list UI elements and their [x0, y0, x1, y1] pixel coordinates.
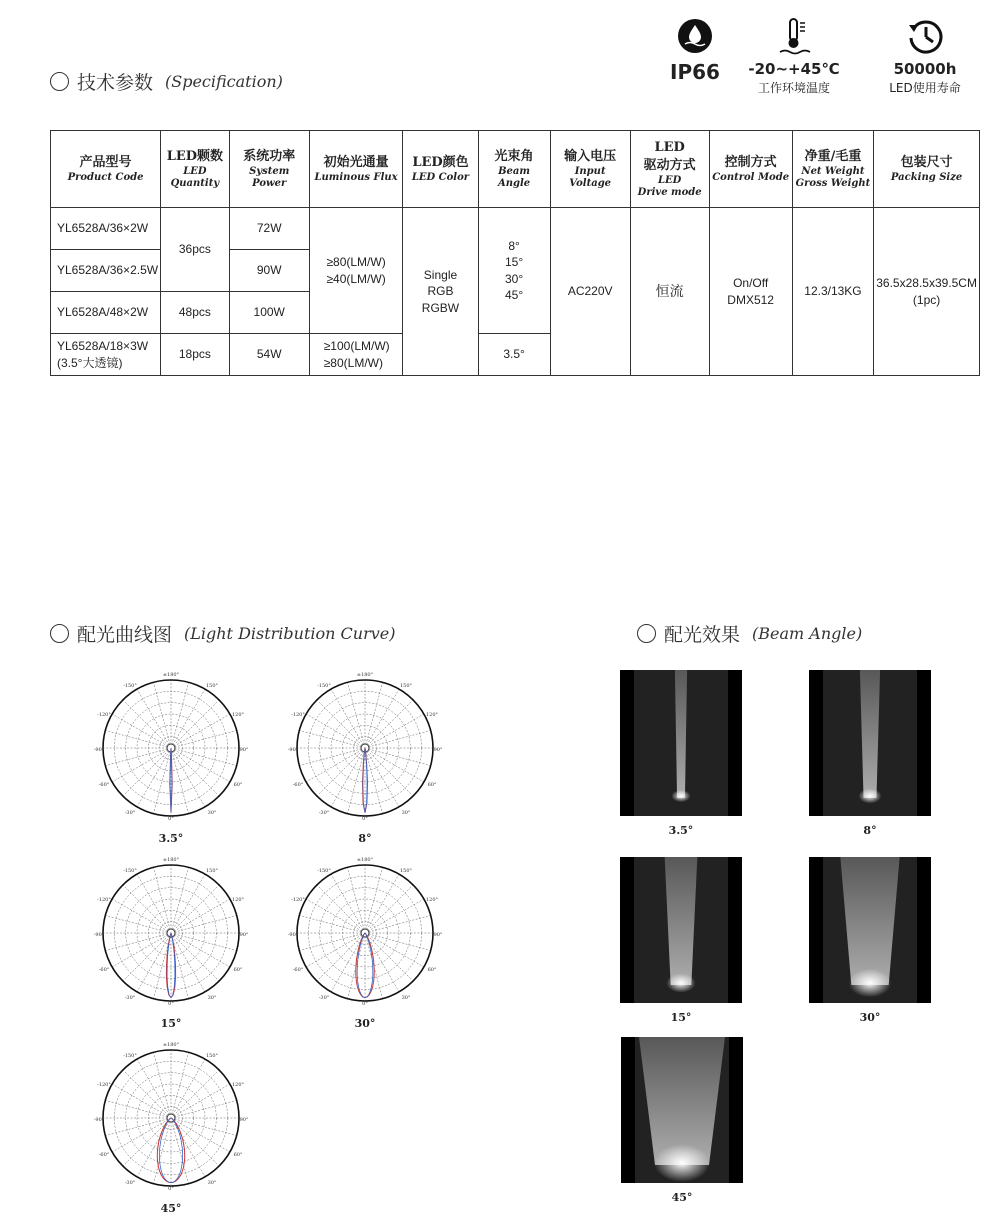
polar-grid-spoke [171, 1118, 219, 1166]
header-cell [51, 131, 161, 208]
polar-plot-caption: 45° [160, 1202, 182, 1215]
beam-photo [620, 670, 742, 837]
beam-section-title [637, 620, 862, 647]
ip-rating: IP66 [670, 60, 720, 84]
polar-angle-label: -150° [317, 868, 331, 874]
polar-grid-spoke [171, 682, 189, 748]
beam-light-svg [620, 670, 742, 816]
beam-light-svg [621, 1037, 743, 1183]
beam-photo-frame [620, 670, 742, 816]
beam-photo-caption: 3.5° [668, 824, 694, 837]
header-zh: LED 驱动方式 [643, 140, 696, 173]
ip-badge [660, 16, 730, 84]
beam-title-zh: 配光效果 [664, 624, 741, 646]
polar-plot [93, 670, 249, 845]
polar-angle-label: -60° [292, 782, 304, 788]
polar-angle-label: -60° [98, 1152, 110, 1158]
header-zh: 光束角 [494, 149, 534, 165]
polar-chart-svg [93, 670, 249, 822]
polar-angle-label: ±180° [356, 672, 374, 678]
polar-angle-label: 60° [427, 782, 437, 788]
polar-grid-spoke [171, 1059, 205, 1118]
circle-bullet-icon [637, 624, 656, 643]
polar-angle-label: -150° [123, 683, 137, 689]
beam-photo [809, 670, 931, 837]
drive-cell: 恒流 [630, 208, 709, 376]
feature-badges [660, 16, 980, 106]
header-en: System Power [249, 165, 290, 189]
packing-cell: 36.5x28.5x39.5CM (1pc) [874, 208, 980, 376]
polar-angle-label: -90° [93, 932, 105, 938]
polar-grid-spoke [153, 682, 171, 748]
polar-angle-label: -60° [98, 967, 110, 973]
life-badge [870, 16, 980, 96]
header-en: Beam Angle [497, 165, 531, 189]
beam-light-svg [620, 857, 742, 1003]
polar-angle-label: -30° [318, 995, 330, 1001]
header-zh: LED颜色 [412, 155, 469, 171]
header-cell [630, 131, 709, 208]
polar-angle-label: 30° [401, 995, 411, 1001]
polar-angle-label: -60° [98, 782, 110, 788]
header-en: LED Quantity [170, 165, 220, 189]
polar-plot-caption: 3.5° [158, 832, 184, 845]
polar-grid-spoke [171, 700, 219, 748]
header-en: LED Color [411, 171, 470, 183]
beam-photo-frame [620, 857, 742, 1003]
header-en: Packing Size [890, 171, 963, 183]
header-cell [478, 131, 550, 208]
thermometer-icon [774, 16, 814, 56]
polar-chart-svg [287, 855, 443, 1007]
product-code-cell: YL6528A/36×2W [51, 208, 161, 250]
polar-angle-label: -90° [287, 932, 299, 938]
polar-angle-label: ±180° [356, 857, 374, 863]
polar-angle-label: 90° [239, 747, 249, 753]
header-zh: 系统功率 [243, 149, 296, 165]
polar-plot-caption: 30° [354, 1017, 376, 1030]
polar-grid-spoke [171, 689, 205, 748]
polar-angle-label: -120° [97, 1082, 111, 1088]
polar-grid-spoke [171, 899, 230, 933]
polar-angle-label: 60° [427, 967, 437, 973]
beam-title-en: (Beam Angle) [752, 624, 863, 643]
polar-angle-label: -150° [317, 683, 331, 689]
polar-angle-label: -60° [292, 967, 304, 973]
polar-plot [287, 670, 443, 845]
polar-grid-spoke [365, 700, 413, 748]
polar-angle-label: 0° [362, 1001, 368, 1007]
clock-history-icon [905, 16, 945, 56]
polar-angle-label: 30° [207, 810, 217, 816]
spec-table [50, 130, 980, 376]
header-en: Luminous Flux [314, 171, 398, 183]
header-cell [403, 131, 478, 208]
temp-label: 工作环境温度 [757, 81, 830, 95]
polar-angle-label: 120° [231, 897, 245, 903]
life-label: LED使用寿命 [889, 81, 961, 95]
polar-grid-spoke [153, 748, 171, 814]
control-cell: On/Off DMX512 [709, 208, 792, 376]
polar-grid-spoke [365, 885, 413, 933]
beam-photo-caption: 30° [859, 1011, 881, 1024]
beam-photo [620, 857, 742, 1024]
header-zh: 控制方式 [724, 155, 777, 171]
polar-grid-spoke [331, 874, 365, 933]
header-en: Product Code [67, 171, 144, 183]
header-cell [161, 131, 230, 208]
polar-grid-spoke [317, 748, 365, 796]
polar-angle-label: ±180° [162, 672, 180, 678]
polar-angle-label: 150° [205, 1053, 219, 1059]
beam-photo-frame [809, 670, 931, 816]
polar-angle-label: -120° [291, 897, 305, 903]
qty-cell: 48pcs [161, 292, 230, 334]
polar-angle-label: 60° [233, 782, 243, 788]
beam-hotspot [849, 969, 892, 998]
polar-grid-spoke [153, 867, 171, 933]
beam-photo-caption: 45° [671, 1191, 693, 1204]
polar-angle-label: 0° [362, 816, 368, 822]
beam-photo-caption: 8° [863, 824, 877, 837]
power-cell: 100W [229, 292, 309, 334]
beam-hotspot [858, 789, 881, 804]
color-cell: Single RGB RGBW [403, 208, 478, 376]
beam-cell: 3.5° [478, 334, 550, 376]
header-cell [709, 131, 792, 208]
beam-hotspot [666, 973, 695, 992]
temp-badge [746, 16, 842, 96]
polar-grid-spoke [365, 748, 413, 796]
polar-angle-label: 90° [433, 932, 443, 938]
polar-angle-label: 120° [425, 712, 439, 718]
header-en: LED Drive mode [637, 174, 702, 198]
polar-angle-label: 0° [168, 816, 174, 822]
polar-grid-spoke [171, 748, 189, 814]
polar-angle-label: 90° [433, 747, 443, 753]
beam-photo [621, 1037, 743, 1204]
product-code-cell: YL6528A/36×2.5W [51, 250, 161, 292]
power-cell: 72W [229, 208, 309, 250]
polar-angle-label: 30° [401, 810, 411, 816]
polar-angle-label: 0° [168, 1186, 174, 1192]
polar-angle-label: -90° [287, 747, 299, 753]
product-code-cell: YL6528A/48×2W [51, 292, 161, 334]
polar-angle-label: -150° [123, 1053, 137, 1059]
polar-angle-label: 90° [239, 932, 249, 938]
temp-range: -20~+45℃ [748, 60, 840, 78]
polar-plot [93, 1040, 249, 1215]
header-en: Input Voltage [569, 165, 612, 189]
header-zh: LED颗数 [166, 149, 224, 165]
polar-angle-label: -30° [124, 1180, 136, 1186]
polar-angle-label: 60° [233, 1152, 243, 1158]
polar-grid-spoke [123, 748, 171, 796]
polar-angle-label: -150° [123, 868, 137, 874]
polar-angle-label: -30° [124, 995, 136, 1001]
circle-bullet-icon [50, 72, 69, 91]
spec-title-zh: 技术参数 [77, 72, 154, 94]
polar-grid-spoke [171, 874, 205, 933]
polar-chart-svg [93, 1040, 249, 1192]
polar-plot [287, 855, 443, 1030]
beam-photo-frame [809, 857, 931, 1003]
header-cell [229, 131, 309, 208]
header-cell [550, 131, 630, 208]
beam-photo-caption: 15° [670, 1011, 692, 1024]
polar-grid-spoke [171, 748, 219, 796]
polar-angle-label: 30° [207, 995, 217, 1001]
beam-light-svg [809, 857, 931, 1003]
polar-angle-label: -30° [124, 810, 136, 816]
spec-title-en: (Specification) [165, 72, 283, 91]
polar-angle-label: -120° [97, 897, 111, 903]
polar-grid-spoke [171, 933, 219, 981]
header-cell [309, 131, 403, 208]
beam-photo-frame [621, 1037, 743, 1183]
polar-grid-spoke [171, 1084, 230, 1118]
curve-title-en: (Light Distribution Curve) [184, 624, 396, 643]
polar-angle-label: 90° [239, 1117, 249, 1123]
header-en: Net Weight Gross Weight [795, 165, 871, 189]
polar-grid-spoke [137, 1059, 171, 1118]
header-en: Control Mode [712, 171, 790, 183]
polar-angle-label: 60° [233, 967, 243, 973]
polar-angle-label: -30° [318, 810, 330, 816]
table-header-row [51, 131, 980, 208]
header-zh: 输入电压 [564, 149, 617, 165]
polar-angle-label: 150° [399, 868, 413, 874]
product-code-cell: YL6528A/18×3W (3.5°大透镜) [51, 334, 161, 376]
beam-light-svg [809, 670, 931, 816]
curve-title-zh: 配光曲线图 [77, 624, 173, 646]
polar-angle-label: -90° [93, 1117, 105, 1123]
polar-grid-spoke [365, 714, 424, 748]
water-drop-icon [675, 16, 715, 56]
polar-grid-spoke [137, 874, 171, 933]
curve-section-title [50, 620, 395, 647]
power-cell: 54W [229, 334, 309, 376]
qty-cell: 36pcs [161, 208, 230, 292]
polar-grid-spoke [331, 689, 365, 748]
polar-grid-spoke [171, 1070, 219, 1118]
polar-angle-label: 120° [231, 712, 245, 718]
polar-plot [93, 855, 249, 1030]
spec-section-title [50, 68, 283, 95]
polar-angle-label: 120° [425, 897, 439, 903]
polar-angle-label: 150° [205, 683, 219, 689]
polar-grid-spoke [171, 867, 189, 933]
polar-grid-spoke [123, 1118, 171, 1166]
polar-angle-label: ±180° [162, 857, 180, 863]
header-cell [874, 131, 980, 208]
beam-hotspot [654, 1144, 710, 1182]
polar-grid-spoke [365, 689, 399, 748]
polar-grid-spoke [365, 899, 424, 933]
header-zh: 初始光通量 [323, 155, 389, 171]
weight-cell: 12.3/13KG [792, 208, 873, 376]
polar-angle-label: -90° [93, 747, 105, 753]
beam-hotspot [671, 790, 690, 802]
header-zh: 净重/毛重 [804, 149, 862, 165]
header-cell [792, 131, 873, 208]
voltage-cell: AC220V [550, 208, 630, 376]
polar-plot-caption: 15° [160, 1017, 182, 1030]
flux-cell: ≥100(LM/W) ≥80(LM/W) [309, 334, 403, 376]
qty-cell: 18pcs [161, 334, 230, 376]
header-zh: 包装尺寸 [900, 155, 953, 171]
polar-angle-label: 30° [207, 1180, 217, 1186]
polar-chart-svg [287, 670, 443, 822]
polar-grid-spoke [137, 689, 171, 748]
polar-grid-spoke [365, 874, 399, 933]
polar-angle-label: ±180° [162, 1042, 180, 1048]
polar-angle-label: 150° [205, 868, 219, 874]
header-zh: 产品型号 [79, 155, 132, 171]
polar-plot-caption: 8° [358, 832, 372, 845]
polar-grid-spoke [171, 714, 230, 748]
polar-chart-svg [93, 855, 249, 1007]
table-row [51, 208, 980, 250]
polar-angle-label: 120° [231, 1082, 245, 1088]
beam-photo [809, 857, 931, 1024]
polar-angle-label: -120° [291, 712, 305, 718]
polar-angle-label: 0° [168, 1001, 174, 1007]
polar-grid-spoke [171, 885, 219, 933]
circle-bullet-icon [50, 624, 69, 643]
polar-angle-label: -120° [97, 712, 111, 718]
life-value: 50000h [893, 60, 957, 78]
power-cell: 90W [229, 250, 309, 292]
flux-cell: ≥80(LM/W) ≥40(LM/W) [309, 208, 403, 334]
polar-grid-spoke [123, 933, 171, 981]
beam-cell: 8° 15° 30° 45° [478, 208, 550, 334]
polar-angle-label: 150° [399, 683, 413, 689]
